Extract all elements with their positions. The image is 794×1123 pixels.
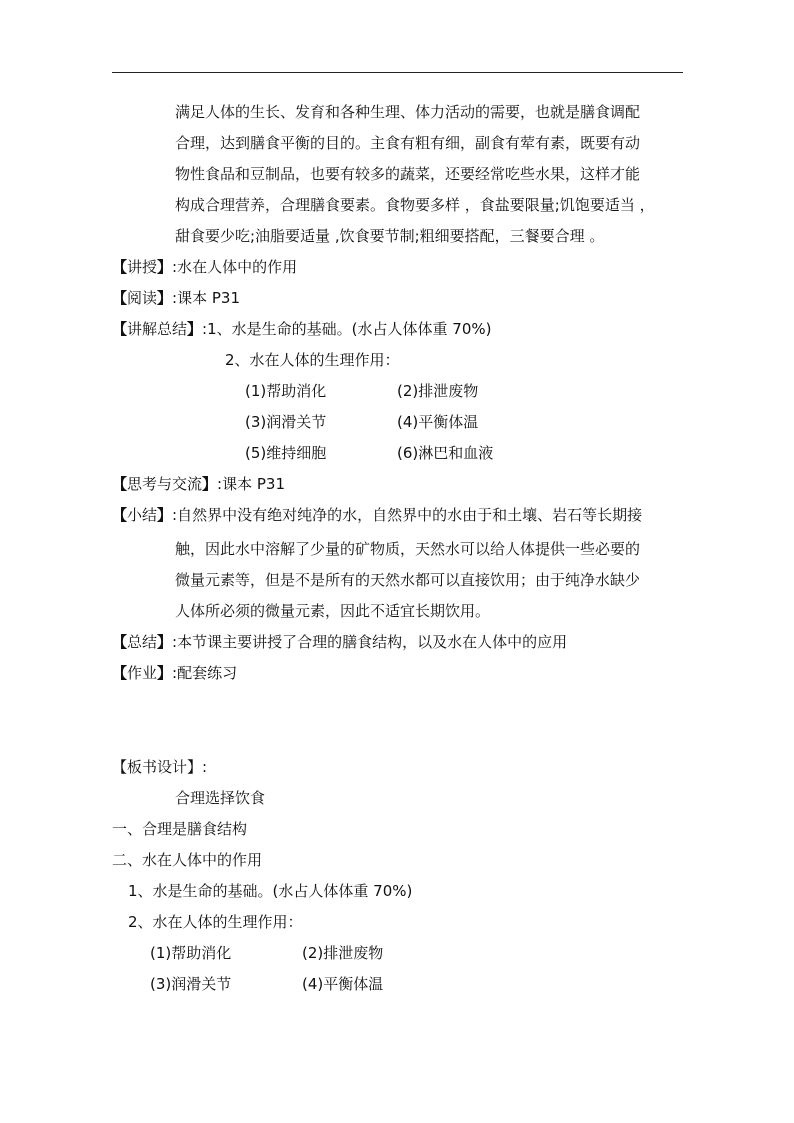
board-function-item: (2)排泄废物 bbox=[302, 944, 384, 962]
lecture-text: 水在人体中的作用 bbox=[177, 258, 298, 276]
brief-line-2: 触，因此水中溶解了少量的矿物质，天然水可以给人体提供一些必要的 bbox=[175, 540, 641, 558]
homework-text: 配套练习 bbox=[177, 664, 238, 682]
summary-explain-line bbox=[112, 319, 491, 339]
lecture-line bbox=[112, 257, 297, 277]
conclusion-tag-open: 【 bbox=[112, 633, 128, 651]
reading-text: 课本 P31 bbox=[177, 289, 241, 307]
homework-line bbox=[112, 663, 237, 683]
conclusion-text: 本节课主要讲授了合理的膳食结构，以及水在人体中的应用 bbox=[177, 633, 568, 651]
think-tag: 思考与交流 bbox=[127, 475, 203, 493]
conclusion-tag-close: 】 bbox=[157, 633, 173, 651]
reading-tag: 阅读 bbox=[127, 289, 158, 307]
summary-explain-tag-close: 】 bbox=[187, 320, 203, 338]
conclusion-tag: 总结 bbox=[127, 633, 158, 651]
summary-explain-tag-open: 【 bbox=[112, 320, 128, 338]
reading-tag-close: 】 bbox=[157, 289, 173, 307]
homework-tag-close: 】 bbox=[157, 664, 173, 682]
intro-line-3: 物性食品和豆制品，也要有较多的蔬菜，还要经常吃些水果，这样才能 bbox=[175, 165, 641, 183]
board-function-item: (1)帮助消化 bbox=[150, 944, 232, 962]
brief-line-3: 微量元素等，但是不是所有的天然水都可以直接饮用；由于纯净水缺少 bbox=[175, 571, 641, 589]
homework-tag: 作业 bbox=[127, 664, 158, 682]
function-item: (5)维持细胞 bbox=[245, 444, 327, 462]
lecture-colon: : bbox=[172, 258, 178, 276]
board-function-item: (4)平衡体温 bbox=[302, 975, 384, 993]
brief-colon: : bbox=[172, 506, 178, 524]
function-item: (6)淋巴和血液 bbox=[397, 444, 494, 462]
summary-explain-tag: 讲解总结 bbox=[127, 320, 188, 338]
reading-colon: : bbox=[172, 289, 178, 307]
board-point-2: 2、水在人体的生理作用： bbox=[128, 913, 303, 931]
conclusion-colon: : bbox=[172, 633, 178, 651]
function-item: (2)排泄废物 bbox=[397, 382, 479, 400]
think-tag-open: 【 bbox=[112, 475, 128, 493]
board-section-2: 二、水在人体中的作用 bbox=[112, 851, 263, 869]
lecture-tag-open: 【 bbox=[112, 258, 128, 276]
conclusion-line bbox=[112, 632, 567, 652]
brief-line-4: 人体所必须的微量元素，因此不适宜长期饮用。 bbox=[175, 602, 491, 620]
brief-tag-open: 【 bbox=[112, 506, 128, 524]
lecture-tag-close: 】 bbox=[157, 258, 173, 276]
function-item: (1)帮助消化 bbox=[245, 382, 327, 400]
homework-tag-open: 【 bbox=[112, 664, 128, 682]
brief-line-1 bbox=[112, 505, 642, 525]
brief-text-1: 自然界中没有绝对纯净的水，自然界中的水由于和土壤、岩石等长期接 bbox=[177, 506, 643, 524]
board-heading: 【板书设计】: bbox=[112, 758, 208, 776]
homework-colon: : bbox=[172, 664, 178, 682]
board-title: 合理选择饮食 bbox=[175, 789, 266, 807]
brief-tag: 小结 bbox=[127, 506, 158, 524]
lecture-tag: 讲授 bbox=[127, 258, 158, 276]
think-colon: : bbox=[217, 475, 223, 493]
think-text: 课本 P31 bbox=[222, 475, 286, 493]
intro-line-4: 构成合理营养，合理膳食要素。食物要多样 ，食盐要限量;饥饱要适当 ， bbox=[175, 196, 655, 214]
board-point-1: 1、水是生命的基础。(水占人体体重 70%) bbox=[128, 882, 413, 900]
board-function-item: (3)润滑关节 bbox=[150, 975, 232, 993]
header-rule bbox=[112, 72, 683, 73]
summary-explain-colon: : bbox=[202, 320, 208, 338]
brief-tag-close: 】 bbox=[157, 506, 173, 524]
reading-tag-open: 【 bbox=[112, 289, 128, 307]
function-item: (3)润滑关节 bbox=[245, 413, 327, 431]
summary-explain-point-1: 1、水是生命的基础。(水占人体体重 70%) bbox=[207, 320, 492, 338]
intro-line-5: 甜食要少吃;油脂要适量 ,饮食要节制;粗细要搭配，三餐要合理 。 bbox=[175, 227, 605, 245]
think-tag-close: 】 bbox=[202, 475, 218, 493]
intro-line-2: 合理，达到膳食平衡的目的。主食有粗有细，副食有荤有素，既要有动 bbox=[175, 134, 641, 152]
board-section-1: 一、合理是膳食结构 bbox=[112, 820, 248, 838]
summary-explain-point-2: 2、水在人体的生理作用： bbox=[225, 351, 400, 369]
function-item: (4)平衡体温 bbox=[397, 413, 479, 431]
think-line bbox=[112, 474, 285, 494]
reading-line bbox=[112, 288, 240, 308]
intro-line-1: 满足人体的生长、发育和各种生理、体力活动的需要，也就是膳食调配 bbox=[175, 103, 641, 121]
